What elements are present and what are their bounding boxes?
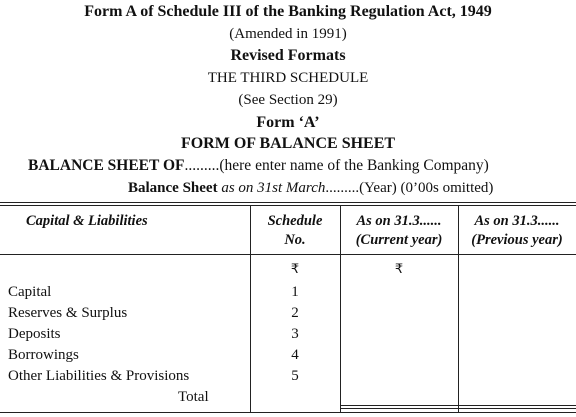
- table-row-label: Other Liabilities & Provisions: [8, 368, 190, 384]
- total-label: Total: [178, 389, 209, 405]
- as-on-label: Balance Sheet: [128, 180, 218, 196]
- header-current-as-on: As on 31.3......: [356, 213, 442, 229]
- section-reference: (See Section 29): [238, 92, 338, 108]
- revised-formats-heading: Revised Formats: [230, 47, 346, 64]
- table-row-label: Reserves & Surplus: [8, 305, 128, 321]
- balance-sheet-of-line: [28, 156, 489, 176]
- form-label: Form ‘A’: [256, 114, 320, 131]
- table-row-schedule: 4: [291, 347, 299, 363]
- table-header-rule: [0, 254, 576, 255]
- as-on-year-note: .........(Year) (0’00s omitted): [325, 180, 494, 196]
- rupee-icon: ₹: [394, 262, 404, 277]
- table-row-label: Capital: [8, 284, 52, 300]
- header-no: No.: [284, 232, 306, 248]
- header-previous-as-on: As on 31.3......: [474, 213, 560, 229]
- as-on-date: as on 31st March: [221, 180, 326, 196]
- table-row-label: Borrowings: [8, 347, 79, 363]
- form-title: FORM OF BALANCE SHEET: [180, 135, 396, 152]
- table-row-label: Deposits: [8, 326, 61, 342]
- amended-note: (Amended in 1991): [229, 26, 347, 42]
- header-current-year: (Current year): [355, 232, 443, 248]
- as-on-line: [128, 178, 493, 198]
- total-rule-1: [340, 405, 576, 406]
- header-capital-liabilities: Capital & Liabilities: [26, 213, 148, 229]
- table-top-rule-1: [0, 202, 576, 203]
- header-schedule: Schedule: [267, 213, 323, 229]
- table-row-schedule: 5: [291, 368, 299, 384]
- balance-sheet-of-label: BALANCE SHEET OF: [28, 157, 185, 174]
- balance-sheet-of-instruction: .........(here enter name of the Banking Company): [184, 157, 489, 174]
- table-row-schedule: 2: [291, 305, 299, 321]
- total-rule-2: [340, 408, 576, 409]
- table-bottom-rule: [0, 412, 576, 413]
- header-previous-year: (Previous year): [471, 232, 563, 248]
- table-top-rule-2: [0, 205, 576, 206]
- table-row-schedule: 1: [291, 284, 299, 300]
- rupee-icon: ₹: [290, 262, 300, 277]
- table-row-schedule: 3: [291, 326, 299, 342]
- schedule-heading: THE THIRD SCHEDULE: [207, 70, 369, 86]
- document-title: Form A of Schedule III of the Banking Regulation Act, 1949: [84, 3, 492, 20]
